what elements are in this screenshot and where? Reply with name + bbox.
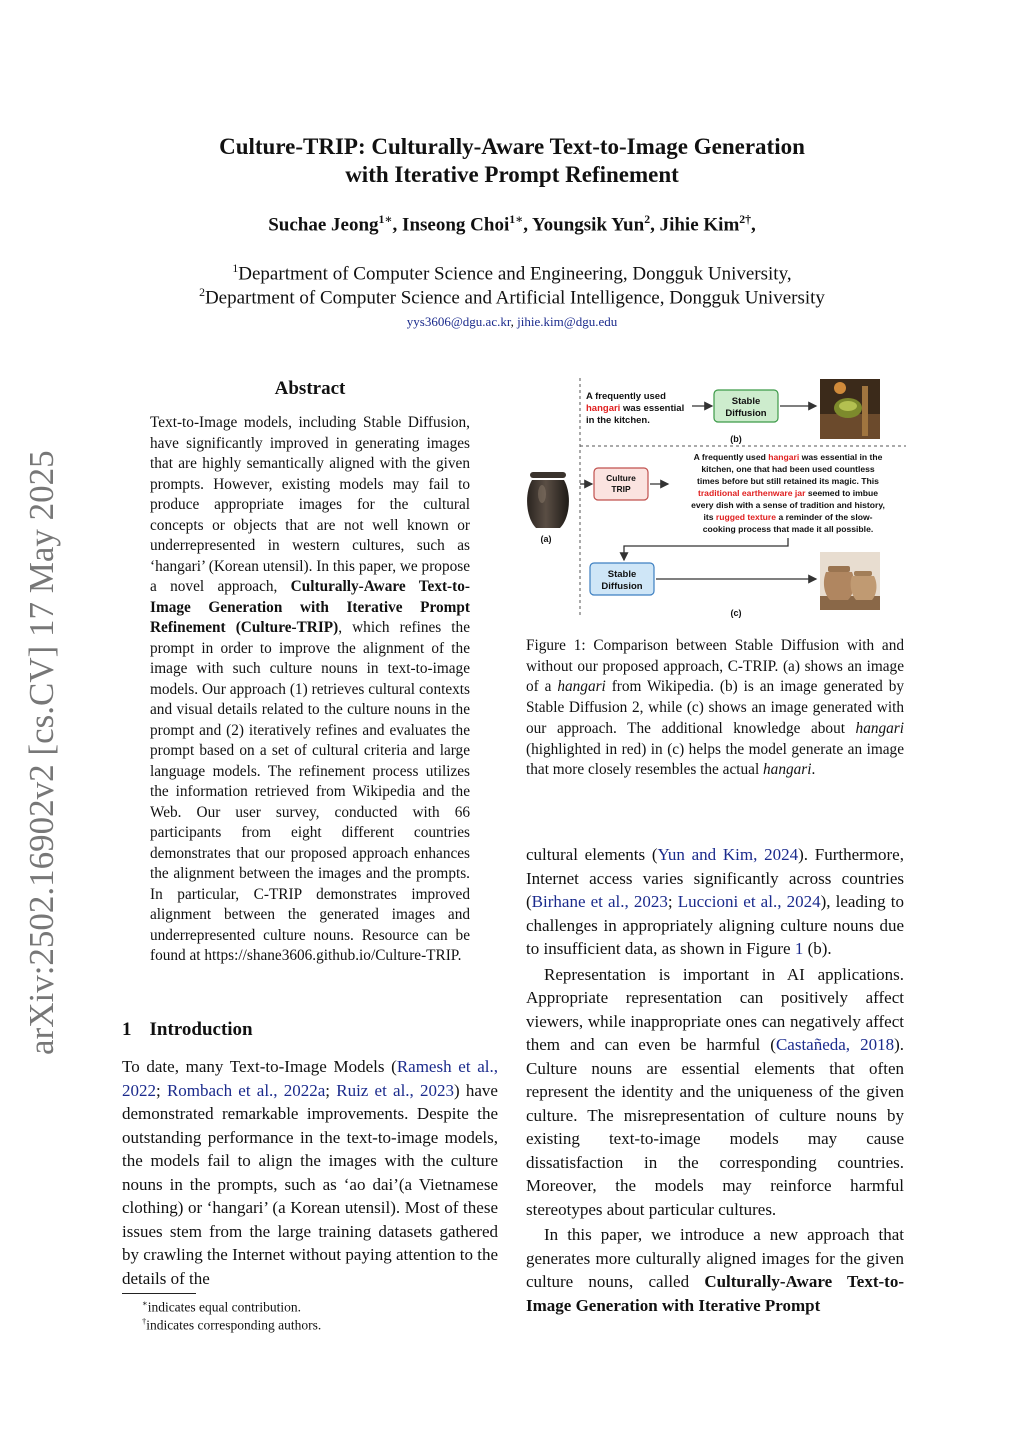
- body-text: ). Culture nouns are essential elements that often represent the identity and the uniqueness of the given culture. The misrepresentation of culture nouns by existing text-to-image models may cause dissatisfaction in the corresponding countries. Moreover, the models may reinforce harmful stereotypes about particular cultures.: [526, 1035, 904, 1219]
- caption-text: (highlighted in red) in (c) helps the model generate an image that more closely resembles the actual: [526, 740, 904, 779]
- citation-link[interactable]: Birhane et al., 2023: [531, 892, 668, 911]
- footnote-divider: [122, 1293, 196, 1294]
- email-link-1[interactable]: yys3606@dgu.ac.kr: [406, 314, 511, 329]
- body-text: ), leading to challenges in appropriately aligning culture nouns due to insufficient data, as shown in Figure: [526, 892, 904, 958]
- footnote-2: [142, 1317, 321, 1334]
- svg-text:A frequently used hangari was: A frequently used hangari was essential in the: [693, 452, 883, 462]
- top-prompt-line3: in the kitchen.: [586, 415, 650, 426]
- body-text: cultural elements (: [526, 845, 658, 864]
- abstract-heading: Abstract: [274, 378, 346, 399]
- email-line: [140, 314, 884, 330]
- author-sep: ,: [523, 214, 533, 236]
- arxiv-stamp-text: arXiv:2502.16902v2 [cs.CV] 17 May 2025: [22, 450, 61, 1055]
- caption-italic: hangari: [855, 719, 904, 737]
- svg-text:A frequently used: [586, 391, 666, 402]
- figure-1-caption: [526, 636, 904, 781]
- author-name: Inseong Choi: [402, 214, 510, 236]
- affiliation-num: 1: [232, 262, 239, 275]
- intro-text: To date, many Text-to-Image Models (: [122, 1057, 397, 1076]
- footnote-text: indicates corresponding authors.: [146, 1317, 322, 1333]
- svg-text:hangari was essential: [586, 403, 684, 414]
- body-text: ). Furthermore, Internet access varies significantly across countries (: [526, 845, 904, 911]
- author-mark: 1∗: [509, 213, 524, 226]
- sd-box-c-line1: Stable: [607, 569, 637, 580]
- label-c: (c): [730, 608, 742, 618]
- stable-diffusion-box-c: [590, 563, 654, 595]
- caption-text: .: [811, 761, 816, 779]
- ct-box-line1: Culture: [606, 473, 636, 483]
- paragraph: [526, 963, 904, 1222]
- author-name: Suchae Jeong: [268, 214, 379, 236]
- abstract-text-2: , which refines the prompt in order to improve the alignment of the image with such culture nouns in text-to-image models. Our approach (1) retrieves cultural contexts and visual details related to the culture nouns in the prompt and (2) iteratively refines and evaluates the prompt based on a set of cultural criteria and large language models. The refinement process utilizes the information retrieved from Wikipedia and the Web. Our user survey, conducted with 66 participants from eight different countries demonstrates that our proposed approach enhances the alignment between the images and the prompts. In particular, C-TRIP demonstrates improved alignment between the generated images and underrepresented culture nouns. Resource can be found at https://shane3606.github.io/Culture-TRIP.: [150, 619, 470, 964]
- abstract-text-1: Text-to-Image models, including Stable Diffusion, have significantly improved in generating images that are highly semantically aligned with the given prompts. However, existing models may fail to produce appropriate images for the cultural concepts or objects that are not well known or underrepresented in western cultures, such as ‘hangari’ (Korean utensil). In this paper, we propose a novel approach,: [150, 414, 470, 595]
- paragraph: [526, 1223, 904, 1317]
- affiliation-1: [140, 262, 884, 285]
- sd-box-b-line2: Diffusion: [725, 408, 767, 419]
- svg-text:its rugged texture a reminder: its rugged texture a reminder of the slow-: [703, 512, 873, 522]
- body-text: ;: [667, 892, 678, 911]
- caption-italic: hangari: [763, 761, 812, 779]
- caption-text: Figure 1: Comparison between Stable Diffusion with and without our proposed approach, C-TRIP. (a) shows an image of a: [526, 637, 904, 696]
- hangari-photo: [527, 472, 569, 528]
- section-number: 1: [122, 1019, 132, 1040]
- author-mark: 1∗: [378, 213, 393, 226]
- body-text: (b).: [803, 939, 832, 958]
- footnote-mark: ∗: [142, 1299, 148, 1308]
- author-name: Jihie Kim: [659, 214, 740, 236]
- section-title: Introduction: [149, 1019, 253, 1040]
- ct-box-line2: TRIP: [611, 484, 631, 494]
- right-column-body: [526, 843, 904, 1319]
- affiliation-2: [140, 286, 884, 309]
- abstract-method-name: Culturally-Aware Text-to-Image Generation with Iterative Prompt Refinement (Culture-TRIP): [150, 578, 470, 636]
- email-sep: ,: [510, 314, 518, 329]
- intro-text: ;: [156, 1080, 167, 1100]
- affiliation-num: 2: [199, 286, 205, 299]
- citation-link[interactable]: Ramesh et al., 2022: [122, 1057, 498, 1100]
- sd-box-b-line1: Stable: [731, 396, 761, 407]
- affiliation-text: Department of Computer Science and Engineering, Dongguk University,: [238, 263, 792, 285]
- sd-box-c-line2: Diffusion: [601, 581, 643, 592]
- author-mark: 2†: [739, 213, 752, 226]
- top-prompt-line2: was essential: [620, 403, 685, 414]
- intro-text: ;: [325, 1080, 337, 1100]
- footnote-text: indicates equal contribution.: [147, 1299, 302, 1315]
- caption-text: from Wikipedia. (b) is an image generated by Stable Diffusion 2, while (c) shows an image generated with our approach. The additional knowledge about: [526, 678, 904, 737]
- figure-ref-link[interactable]: 1: [794, 939, 804, 958]
- body-text: In this paper, we introduce a new approach that generates more culturally aligned images for the given culture nouns, called: [526, 1225, 904, 1291]
- label-b: (b): [730, 434, 742, 444]
- author-sep: ,: [751, 214, 756, 236]
- svg-text:cooking process that made it a: cooking process that made it all possible.: [702, 524, 874, 534]
- affiliation-text: Department of Computer Science and Artificial Intelligence, Dongguk University: [204, 287, 825, 309]
- author-mark: 2: [644, 213, 651, 226]
- culture-trip-box: [594, 468, 648, 500]
- citation-link[interactable]: Ruiz et al., 2023: [336, 1080, 454, 1100]
- intro-paragraph: [122, 1055, 498, 1290]
- citation-link[interactable]: Luccioni et al., 2024: [677, 892, 821, 911]
- author-sep: ,: [392, 214, 403, 236]
- label-a: (a): [540, 534, 552, 544]
- abstract-body: [150, 413, 470, 967]
- paragraph: [526, 843, 904, 961]
- intro-heading: [122, 1019, 271, 1041]
- generated-image-b: [820, 379, 880, 439]
- footnote-mark: †: [142, 1317, 147, 1326]
- svg-text:traditional earthenware jar se: traditional earthenware jar seemed to imbue: [697, 488, 879, 498]
- citation-link[interactable]: Castañeda, 2018: [775, 1035, 895, 1054]
- refined-prompt: [691, 452, 885, 534]
- footnote-1: [142, 1298, 301, 1316]
- author-list: [140, 212, 884, 236]
- generated-image-c: [820, 552, 880, 610]
- intro-text: ) have demonstrated remarkable improvements. Despite the outstanding performance in the text-to-image models, the models fail to align the images with the culture nouns in the prompts, such as ‘ao dai’(a Vietnamese clothing) or ‘hangari’ (a Korean utensil). Most of these issues stem from the large training datasets gathered by crawling the Internet without paying attention to the details of the: [122, 1080, 498, 1288]
- citation-link[interactable]: Yun and Kim, 2024: [657, 845, 799, 864]
- paper-title-line2: with Iterative Prompt Refinement: [345, 162, 679, 187]
- stable-diffusion-box-b: [714, 390, 778, 422]
- top-prompt-highlight: hangari: [586, 403, 621, 414]
- author-name: Youngsik Yun: [532, 214, 645, 236]
- figure-1: [522, 376, 906, 620]
- top-prompt-line1: A frequently used: [586, 391, 666, 402]
- svg-text:kitchen, one that had been use: kitchen, one that had been used countless: [701, 464, 875, 474]
- caption-italic: hangari: [557, 678, 606, 696]
- citation-link[interactable]: Rombach et al., 2022a: [166, 1080, 326, 1100]
- svg-text:times before but still retaine: times before but still retained its magic. This: [697, 476, 879, 486]
- paper-title-line1: Culture-TRIP: Culturally-Aware Text-to-Image Generation: [219, 134, 805, 159]
- arxiv-side-stamp: [8, 420, 68, 1060]
- svg-text:every dish with a sense of tra: every dish with a sense of tradition and history,: [691, 500, 885, 510]
- body-text: Representation is important in AI applications. Appropriate representation can positively affect viewers, while inappropriate ones can negatively affect them and can even be harmful (: [526, 964, 904, 1054]
- author-sep: ,: [650, 214, 660, 236]
- method-name-bold: Culturally-Aware Text-to-Image Generation with Iterative Prompt: [526, 1272, 904, 1315]
- email-link-2[interactable]: jihie.kim@dgu.edu: [517, 314, 618, 329]
